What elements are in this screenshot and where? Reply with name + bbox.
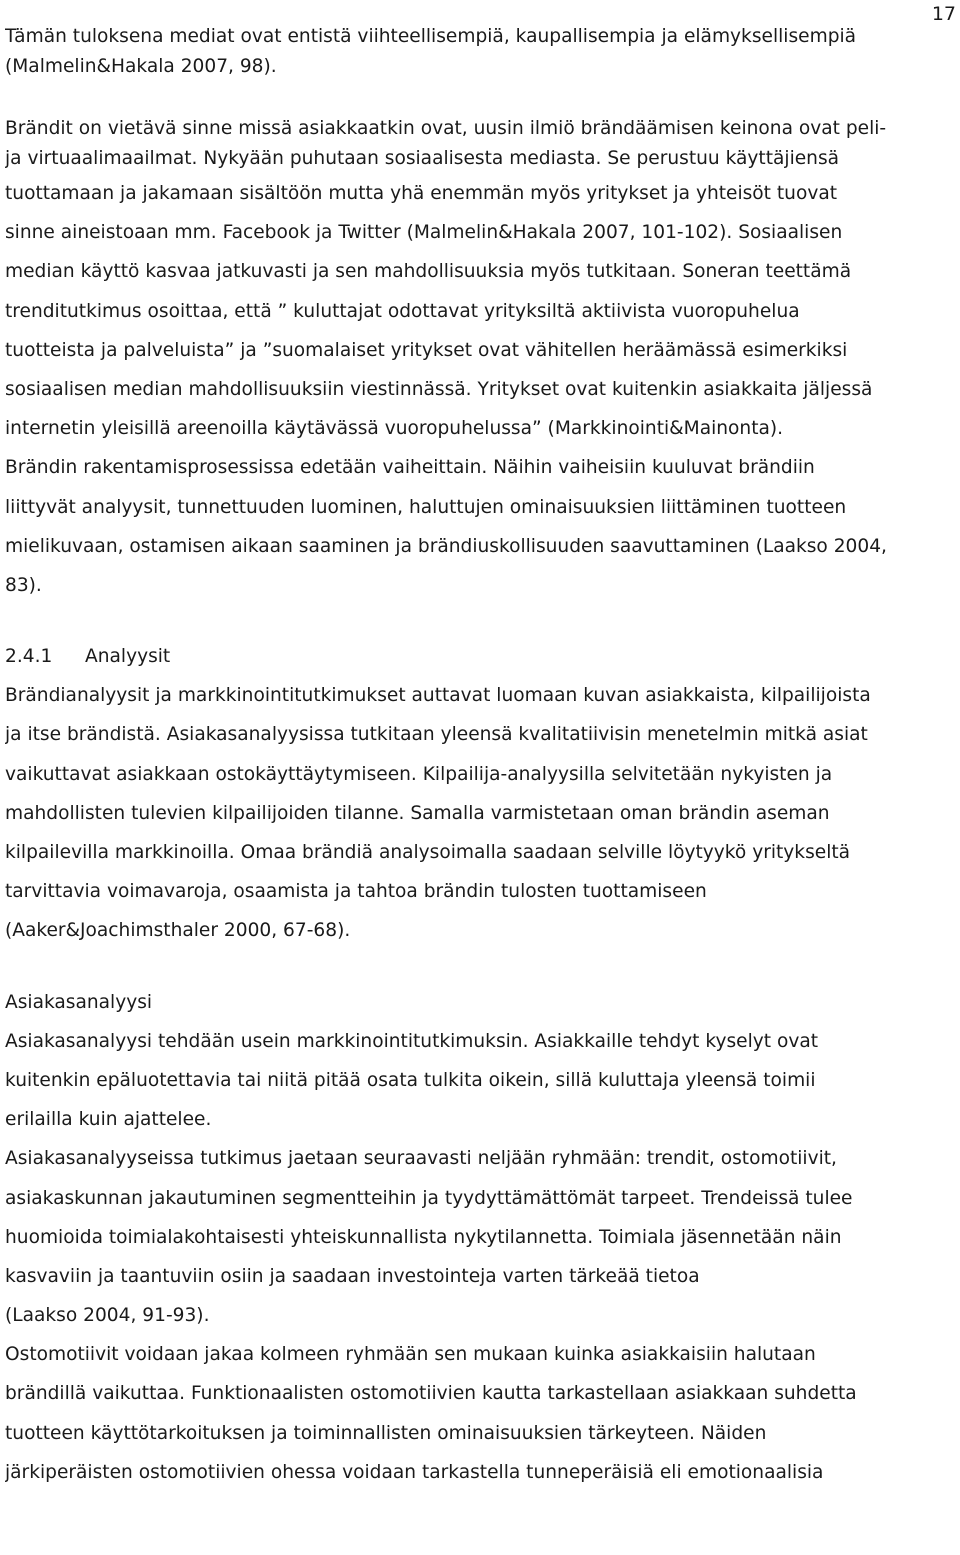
text-line: Asiakasanalyyseissa tutkimus jaetaan seuraavasti neljään ryhmään: trendit, ostomotiivit, — [5, 1148, 837, 1170]
text-line: asiakaskunnan jakautuminen segmentteihin ja tyydyttämättömät tarpeet. Trendeissä tulee — [5, 1187, 853, 1209]
text-line: median käyttö kasvaa jatkuvasti ja sen mahdollisuuksia myös tutkitaan. Soneran teettämä — [5, 261, 852, 283]
text-line: sinne aineistoaan mm. Facebook ja Twitter (Malmelin&Hakala 2007, 101-102). Sosiaalisen — [5, 222, 843, 244]
section-title: Analyysit — [85, 646, 171, 668]
section-number: 2.4.1 — [5, 646, 53, 668]
text-line: vaikuttavat asiakkaan ostokäyttäytymiseen. Kilpailija-analyysilla selvitetään nykyisten ja — [5, 763, 833, 785]
text-line: (Aaker&Joachimsthaler 2000, 67-68). — [5, 920, 351, 942]
text-line: tuotteen käyttötarkoituksen ja toiminnallisten ominaisuuksien tärkeyteen. Näiden — [5, 1422, 767, 1444]
text-line: Brändin rakentamisprosessissa edetään vaiheittain. Näihin vaiheisiin kuuluvat brändiin — [5, 457, 815, 479]
paragraph-analyses — [5, 676, 953, 950]
paragraph-social-media — [5, 114, 953, 605]
text-line: mahdollisten tulevien kilpailijoiden tilanne. Samalla varmistetaan oman brändin aseman — [5, 802, 830, 824]
text-line: mielikuvaan, ostamisen aikaan saaminen ja brändiuskollisuuden saavuttaminen (Laakso 2004, — [5, 535, 887, 557]
text-line: brändillä vaikuttaa. Funktionaalisten ostomotiivien kautta tarkastellaan asiakkaan suhdetta — [5, 1383, 857, 1405]
paragraph-spacer — [5, 82, 953, 114]
text-line: tarvittavia voimavaroja, osaamista ja tahtoa brändin tulosten tuottamiseen — [5, 881, 707, 903]
subheading: Asiakasanalyysi — [5, 991, 153, 1013]
paragraph-spacer — [5, 951, 953, 983]
text-line: sosiaalisen median mahdollisuuksiin viestinnässä. Yritykset ovat kuitenkin asiakkaita jäljessä — [5, 378, 873, 400]
text-line: kuitenkin epäluotettavia tai niitä pitää osata tulkita oikein, sillä kuluttaja yleensä toimii — [5, 1069, 816, 1091]
text-line: Ostomotiivit voidaan jakaa kolmeen ryhmään sen mukaan kuinka asiakkaisiin halutaan — [5, 1344, 816, 1366]
text-line: tuotteista ja palveluista” ja ”suomalaiset yritykset ovat vähitellen heräämässä esimerkiksi — [5, 339, 848, 361]
text-line: tuottamaan ja jakamaan sisältöön mutta yhä enemmän myös yritykset ja yhteisöt tuovat — [5, 183, 838, 204]
text-line: trenditutkimus osoittaa, että ” kuluttajat odottavat yrityksiltä aktiivista vuoropuhelua — [5, 300, 800, 322]
text-line: Tämän tuloksena mediat ovat entistä viihteellisempiä, kaupallisempia ja elämyksellisempiä — [5, 26, 857, 47]
intro-paragraph — [5, 22, 953, 82]
text-line: ja itse brändistä. Asiakasanalyysissa tutkitaan yleensä kvalitatiivisin menetelmin mitkä asiat — [5, 724, 868, 746]
section-heading — [5, 637, 953, 676]
text-line: (Laakso 2004, 91-93). — [5, 1305, 210, 1327]
text-line: Brändianalyysit ja markkinointitutkimukset auttavat luomaan kuvan asiakkaista, kilpailijoista — [5, 685, 871, 707]
paragraph-customer-analysis — [5, 1022, 953, 1492]
text-line: erilailla kuin ajattelee. — [5, 1109, 212, 1131]
document-body — [5, 22, 953, 1492]
text-line: ja virtuaalimaailmat. Nykyään puhutaan sosiaalisesta mediasta. Se perustuu käyttäjiensä — [5, 148, 840, 169]
page-number: 17 — [931, 3, 956, 25]
text-line: (Malmelin&Hakala 2007, 98). — [5, 56, 277, 77]
text-line: liittyvät analyysit, tunnettuuden luominen, haluttujen ominaisuuksien liittäminen tuotteen — [5, 496, 847, 518]
text-line: internetin yleisillä areenoilla käytävässä vuoropuhelussa” (Markkinointi&Mainonta). — [5, 418, 784, 440]
text-line: kasvaviin ja taantuviin osiin ja saadaan investointeja varten tärkeää tietoa — [5, 1265, 700, 1287]
text-line: Asiakasanalyysi tehdään usein markkinointitutkimuksin. Asiakkaille tehdyt kyselyt ovat — [5, 1030, 819, 1052]
text-line: järkiperäisten ostomotiivien ohessa voidaan tarkastella tunneperäisiä eli emotionaalisia — [5, 1461, 824, 1483]
paragraph-spacer — [5, 605, 953, 637]
text-line: kilpailevilla markkinoilla. Omaa brändiä analysoimalla saadaan selville löytyykö yritykseltä — [5, 842, 851, 863]
text-line: huomioida toimialakohtaisesti yhteiskunnallista nykytilannetta. Toimiala jäsennetään näin — [5, 1226, 842, 1248]
text-line: 83). — [5, 574, 42, 596]
text-line: Brändit on vietävä sinne missä asiakkaatkin ovat, uusin ilmiö brändäämisen keinona ovat peli- — [5, 118, 887, 139]
